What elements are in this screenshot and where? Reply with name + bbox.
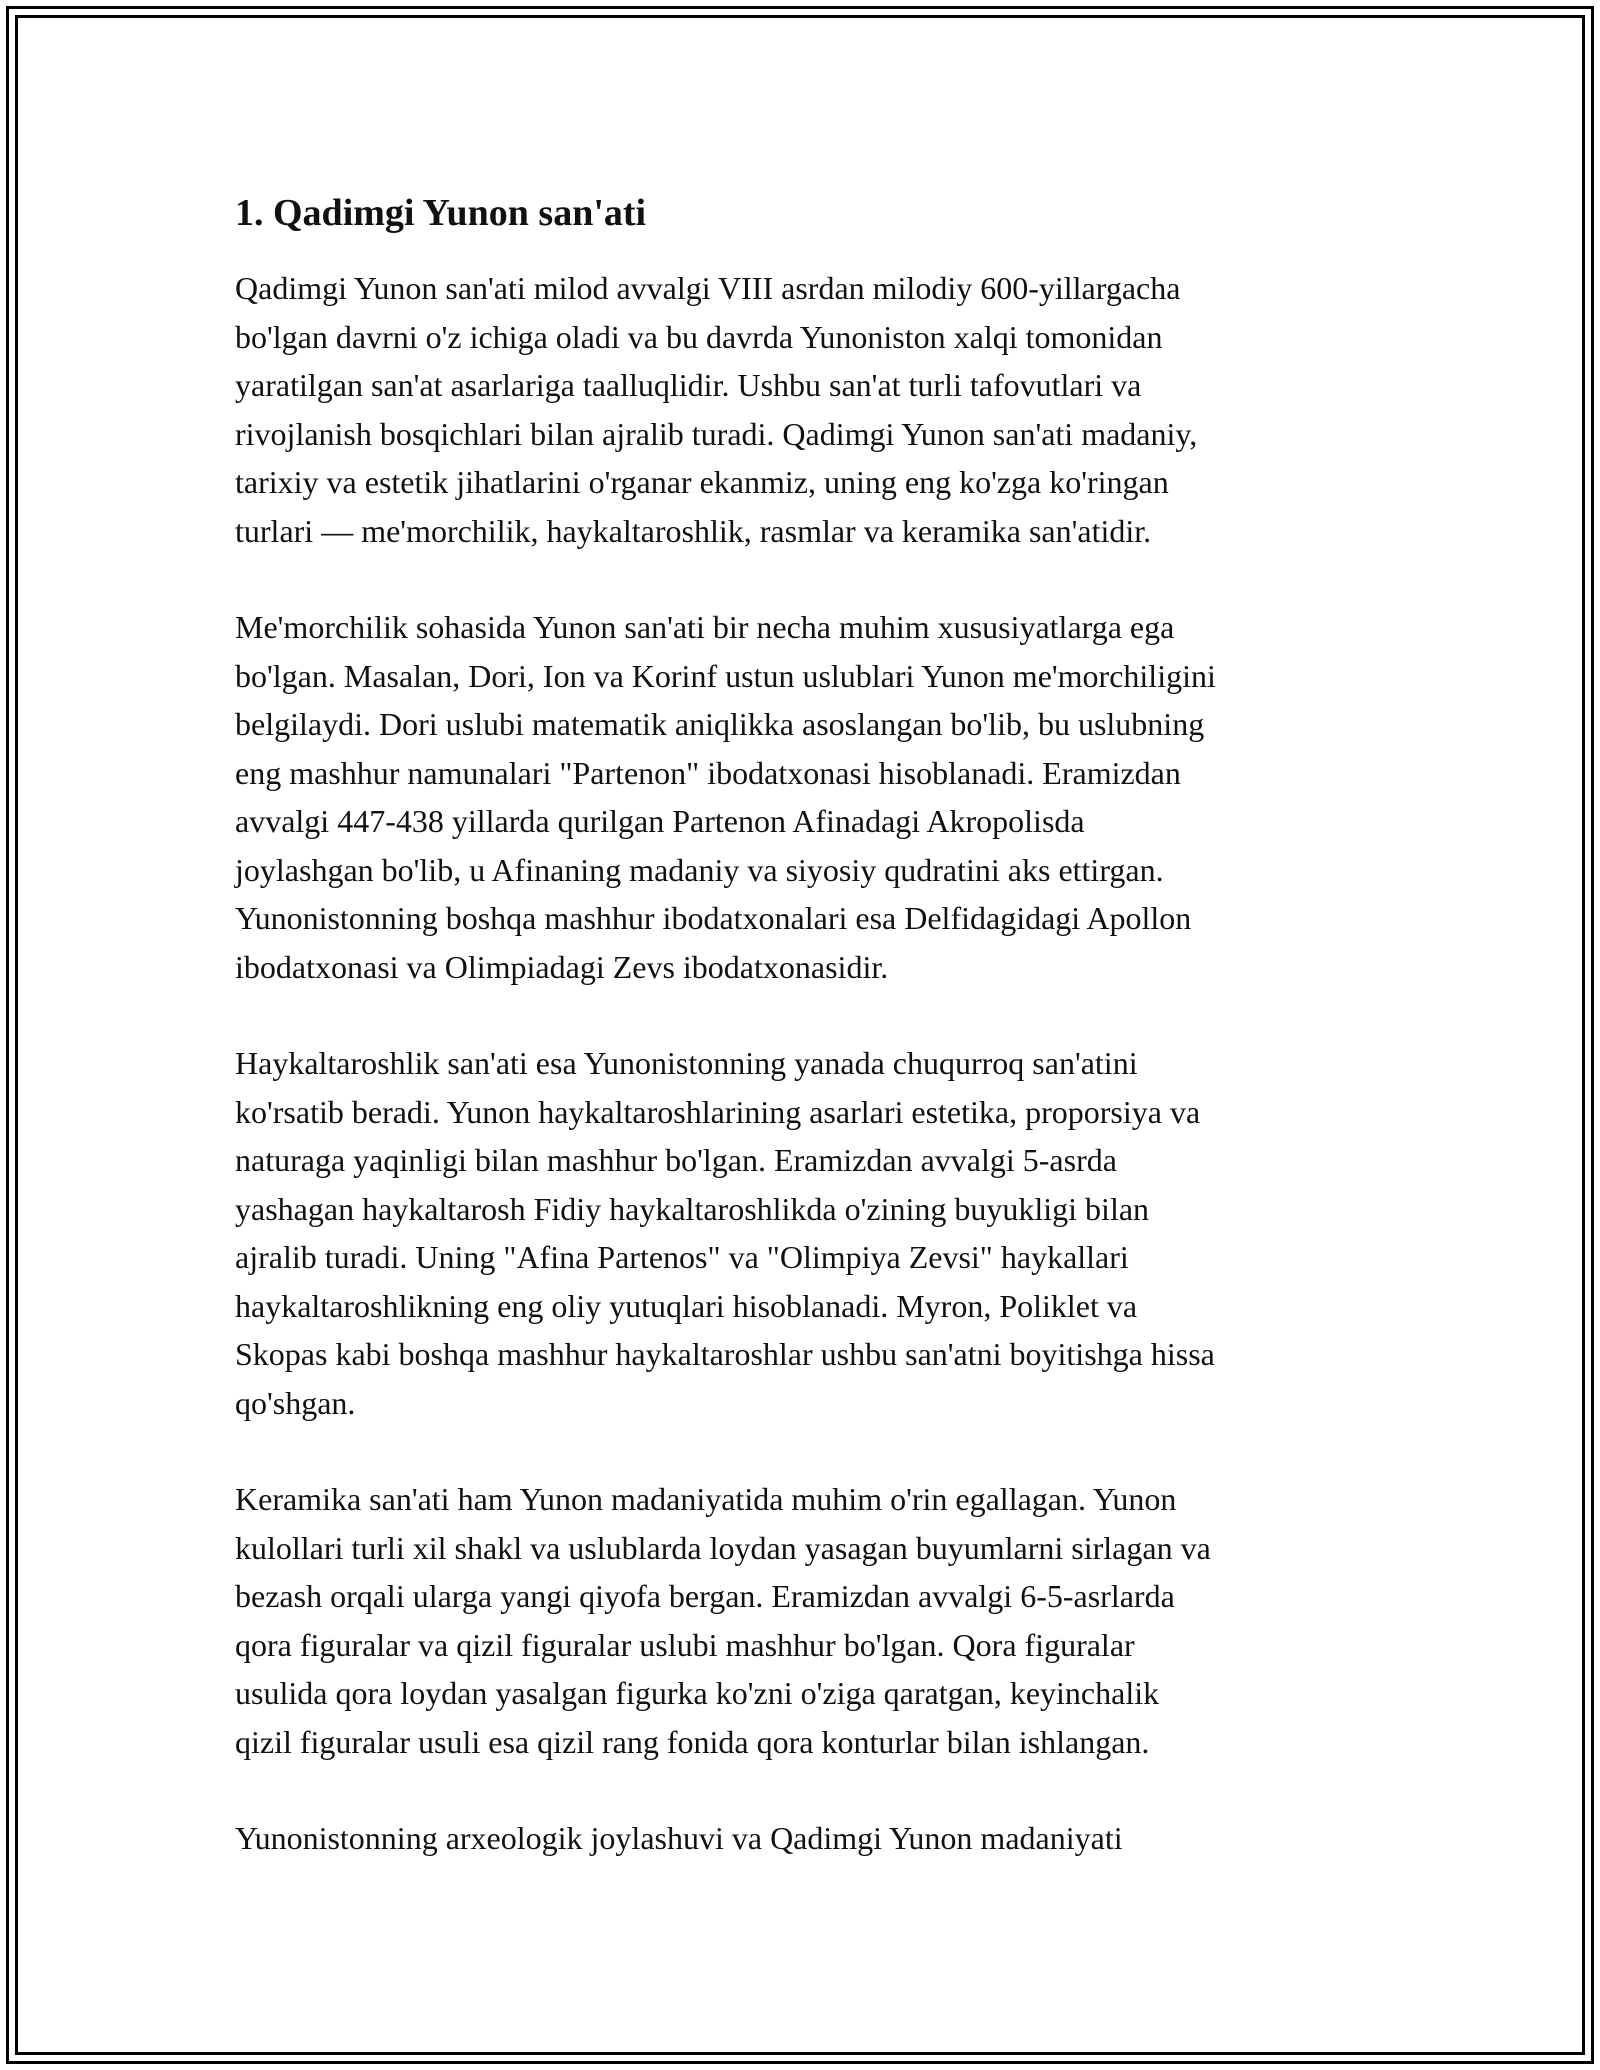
paragraph-intro bbox=[235, 264, 1385, 555]
paragraph-archaeology bbox=[235, 1814, 1385, 1863]
text-line: yashagan haykaltarosh Fidiy haykaltaroshlikda o'zining buyukligi bilan bbox=[235, 1190, 1150, 1227]
section-heading: 1. Qadimgi Yunon san'ati bbox=[235, 192, 647, 234]
text-line: Yunonistonning boshqa mashhur ibodatxonalari esa Delfidagidagi Apollon bbox=[235, 900, 1192, 936]
text-line: eng mashhur namunalari "Partenon" ibodatxonasi hisoblanadi. Eramizdan bbox=[235, 754, 1181, 791]
text-line: qizil figuralar usuli esa qizil rang fonida qora konturlar bilan ishlangan. bbox=[235, 1723, 1150, 1760]
text-line: haykaltaroshlikning eng oliy yutuqlari hisoblanadi. Myron, Poliklet va bbox=[235, 1287, 1138, 1324]
text-line: Me'morchilik sohasida Yunon san'ati bir necha muhim xususiyatlarga ega bbox=[235, 609, 1175, 645]
paragraph-sculpture bbox=[235, 1039, 1385, 1427]
text-line: bo'lgan. Masalan, Dori, Ion va Korinf ustun uslublari Yunon me'morchiligini bbox=[235, 657, 1216, 694]
text-line: kulollari turli xil shakl va uslublarda loydan yasagan buyumlarni sirlagan va bbox=[235, 1529, 1211, 1566]
paragraph-architecture bbox=[235, 603, 1385, 991]
text-line: ibodatxonasi va Olimpiadagi Zevs ibodatxonasidir. bbox=[235, 948, 889, 985]
text-line: joylashgan bo'lib, u Afinaning madaniy va siyosiy qudratini aks ettirgan. bbox=[235, 851, 1164, 888]
text-line: usulida qora loydan yasalgan figurka ko'zni o'ziga qaratgan, keyinchalik bbox=[235, 1675, 1160, 1711]
document-body bbox=[235, 188, 1385, 1911]
text-line: Haykaltaroshlik san'ati esa Yunonistonning yanada chuqurroq san'atini bbox=[235, 1045, 1138, 1081]
text-line: bezash orqali ularga yangi qiyofa bergan. Eramizdan avvalgi 6-5-asrlarda bbox=[235, 1578, 1175, 1614]
text-line: tarixiy va estetik jihatlarini o'rganar ekanmiz, uning eng ko'zga ko'ringan bbox=[235, 464, 1169, 500]
text-line: rivojlanish bosqichlari bilan ajralib turadi. Qadimgi Yunon san'ati madaniy, bbox=[235, 415, 1198, 452]
text-line: bo'lgan davrni o'z ichiga oladi va bu davrda Yunoniston xalqi tomonidan bbox=[235, 318, 1163, 355]
paragraph-ceramics bbox=[235, 1475, 1385, 1766]
text-line: yaratilgan san'at asarlariga taalluqlidir. Ushbu san'at turli tafovutlari va bbox=[235, 367, 1142, 403]
text-line: ajralib turadi. Uning "Afina Partenos" va "Olimpiya Zevsi" haykallari bbox=[235, 1239, 1129, 1275]
text-line: ko'rsatib beradi. Yunon haykaltaroshlarining asarlari estetika, proporsiya va bbox=[235, 1093, 1201, 1130]
text-line: turlari — me'morchilik, haykaltaroshlik, rasmlar va keramika san'atidir. bbox=[235, 512, 1152, 549]
text-line: Keramika san'ati ham Yunon madaniyatida muhim o'rin egallagan. Yunon bbox=[235, 1481, 1177, 1517]
text-line: qo'shgan. bbox=[235, 1384, 356, 1421]
text-line: qora figuralar va qizil figuralar uslubi mashhur bo'lgan. Qora figuralar bbox=[235, 1626, 1135, 1663]
text-line: naturaga yaqinligi bilan mashhur bo'lgan. Eramizdan avvalgi 5-asrda bbox=[235, 1142, 1117, 1178]
text-line: avvalgi 447-438 yillarda qurilgan Partenon Afinadagi Akropolisda bbox=[235, 803, 1085, 839]
text-line: Skopas kabi boshqa mashhur haykaltaroshlar ushbu san'atni boyitishga hissa bbox=[235, 1336, 1215, 1372]
text-line: Qadimgi Yunon san'ati milod avvalgi VIII asrdan milodiy 600-yillargacha bbox=[235, 270, 1181, 306]
text-line: belgilaydi. Dori uslubi matematik aniqlikka asoslangan bo'lib, bu uslubning bbox=[235, 706, 1205, 742]
text-line: Yunonistonning arxeologik joylashuvi va Qadimgi Yunon madaniyati bbox=[235, 1820, 1123, 1856]
